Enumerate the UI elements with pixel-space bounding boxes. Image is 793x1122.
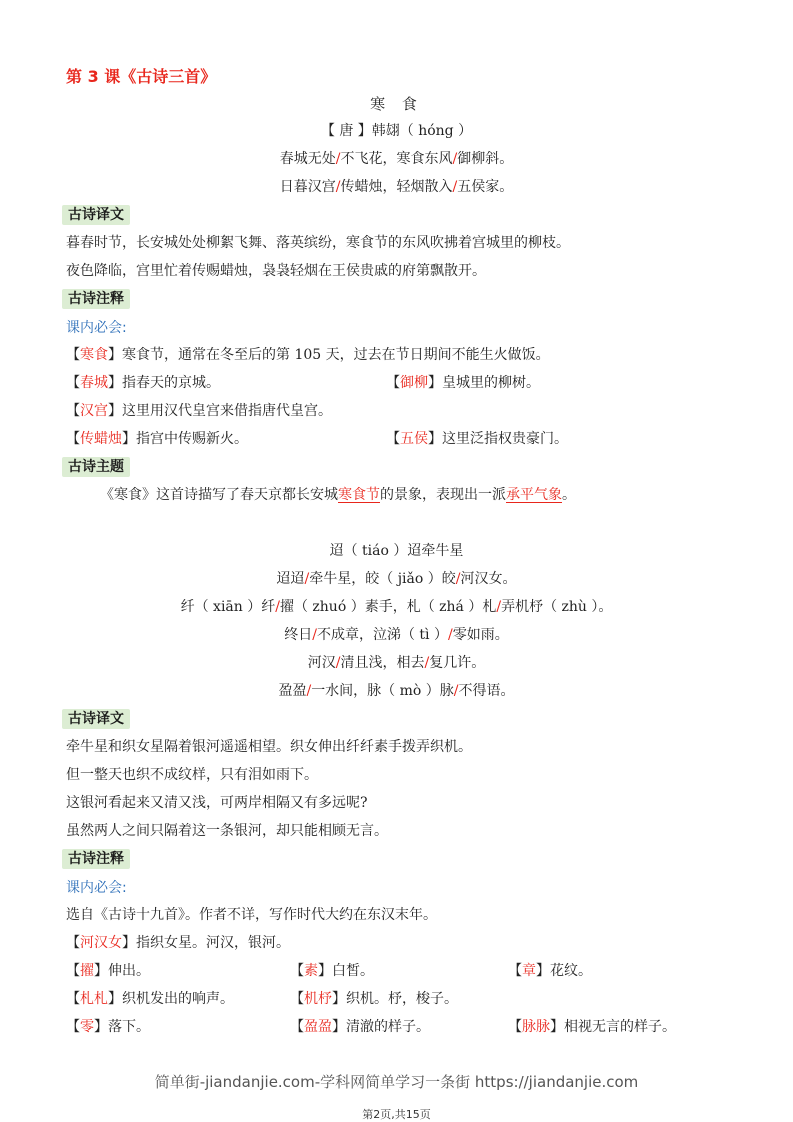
poem1-line: 日暮汉宫/传蜡烛，轻烟散入/五侯家。 <box>279 179 514 195</box>
note-item: 【五侯】这里泛指权贵豪门。 <box>386 431 568 447</box>
translation-tag: 古诗译文 <box>62 205 130 225</box>
note-item: 【汉宫】这里用汉代皇宫来借指唐代皇宫。 <box>66 403 332 419</box>
note-item: 【御柳】皇城里的柳树。 <box>386 375 540 391</box>
translation-line: 牵牛星和织女星隔着银河遥遥相望。织女伸出纤纤素手拨弄织机。 <box>66 739 472 755</box>
note-item: 【素】白皙。 <box>290 963 374 979</box>
note-item: 【盈盈】清澈的样子。 <box>290 1019 430 1035</box>
translation-line: 这银河看起来又清又浅，可两岸相隔又有多远呢? <box>66 795 368 811</box>
note-item: 【寒食】寒食节，通常在冬至后的第 105 天，过去在节日期间不能生火做饭。 <box>66 347 550 363</box>
theme-text: 《寒食》这首诗描写了春天京都长安城寒食节的景象，表现出一派承平气象。 <box>100 487 576 503</box>
lesson-title: 第 3 课《古诗三首》 <box>66 67 217 86</box>
watermark-text: 简单街-jiandanjie.com-学科网简单学习一条街 https://jiandanjie.com <box>154 1073 639 1091</box>
poem2-line: 盈盈/一水间，脉（ mò ）脉/不得语。 <box>278 683 515 699</box>
note-item: 【传蜡烛】指宫中传赐新火。 <box>66 431 248 447</box>
note-item: 【章】花纹。 <box>508 963 592 979</box>
note-item: 【脉脉】相视无言的样子。 <box>508 1019 676 1035</box>
must-know-label: 课内必会: <box>66 320 127 336</box>
translation-line: 暮春时节，长安城处处柳絮飞舞、落英缤纷，寒食节的东风吹拂着宫城里的柳枝。 <box>66 235 570 251</box>
poem2-title: 迢（ tiáo ）迢牵牛星 <box>329 543 464 559</box>
poem1-author: 【 唐 】韩翃（ hóng ） <box>320 123 473 139</box>
notes-tag: 古诗注释 <box>62 289 130 309</box>
poem2-line: 纤（ xiān ）纤/擢（ zhuó ）素手，札（ zhá ）札/弄机杼（ zhù ）。 <box>180 599 613 615</box>
poem2-line: 迢迢/牵牛星，皎（ jiǎo ）皎/河汉女。 <box>276 571 517 587</box>
notes-tag: 古诗注释 <box>62 849 130 869</box>
note-item: 【零】落下。 <box>66 1019 150 1035</box>
poem2-line: 终日/不成章，泣涕（ tì ）/零如雨。 <box>284 627 509 643</box>
poem2-line: 河汉/清且浅，相去/复几许。 <box>307 655 486 671</box>
note-item: 【机杼】织机。杼，梭子。 <box>290 991 458 1007</box>
poem1-line: 春城无处/不飞花，寒食东风/御柳斜。 <box>279 151 514 167</box>
translation-line: 但一整天也织不成纹样，只有泪如雨下。 <box>66 767 318 783</box>
theme-keyword: 寒食节 <box>338 487 380 503</box>
translation-line: 夜色降临，宫里忙着传赐蜡烛，袅袅轻烟在王侯贵戚的府第飘散开。 <box>66 263 486 279</box>
poem1-title: 寒 食 <box>370 95 423 113</box>
translation-tag: 古诗译文 <box>62 709 130 729</box>
note-item: 【擢】伸出。 <box>66 963 150 979</box>
poem2-source: 选自《古诗十九首》。作者不详，写作时代大约在东汉末年。 <box>66 907 437 923</box>
note-item: 【札札】织机发出的响声。 <box>66 991 234 1007</box>
translation-line: 虽然两人之间只隔着这一条银河，却只能相顾无言。 <box>66 823 388 839</box>
theme-tag: 古诗主题 <box>62 457 130 477</box>
theme-keyword: 承平气象 <box>506 487 562 503</box>
must-know-label: 课内必会: <box>66 880 127 896</box>
note-item: 【河汉女】指织女星。河汉，银河。 <box>66 935 290 951</box>
page-number: 第2页,共15页 <box>362 1108 431 1121</box>
note-item: 【春城】指春天的京城。 <box>66 375 220 391</box>
